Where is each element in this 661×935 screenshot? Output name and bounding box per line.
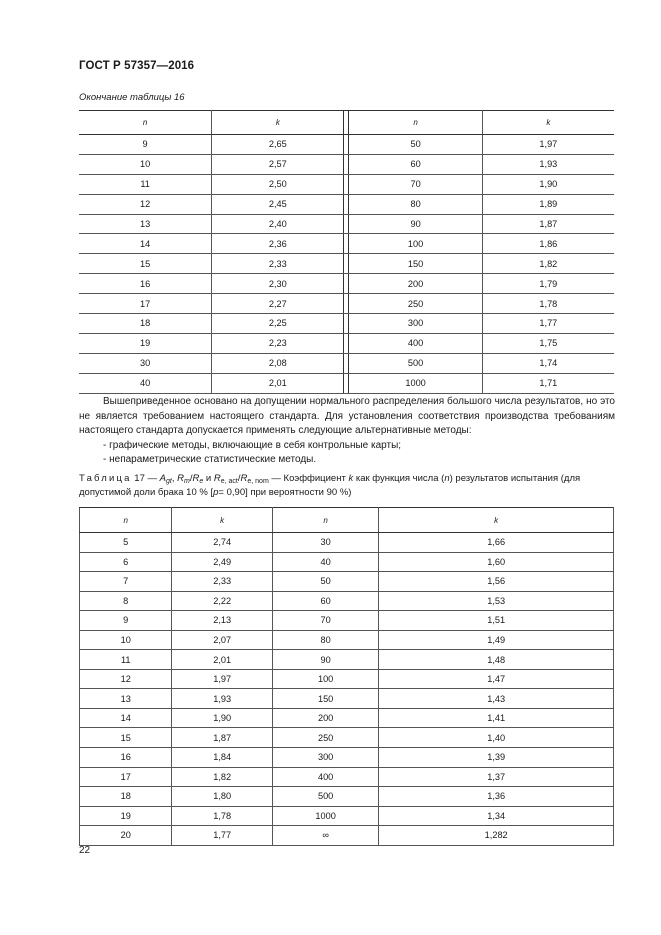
table-cell: 40 bbox=[272, 552, 378, 572]
table-cell: 100 bbox=[349, 234, 482, 254]
table-cell: 2,33 bbox=[172, 572, 272, 592]
table-cell: 1,82 bbox=[482, 254, 614, 274]
symbol: p bbox=[213, 487, 219, 498]
table-cell: 200 bbox=[349, 274, 482, 294]
table-cell: 1,97 bbox=[482, 135, 614, 155]
table-cell: 13 bbox=[80, 689, 172, 709]
document-header: ГОСТ Р 57357—2016 bbox=[79, 60, 195, 72]
table-row bbox=[79, 154, 614, 174]
table-cell: 1,60 bbox=[379, 552, 614, 572]
table-cell: 12 bbox=[80, 669, 172, 689]
table-cell: 2,08 bbox=[212, 353, 344, 373]
table-cell: ∞ bbox=[272, 826, 378, 846]
table-cell: 1,75 bbox=[482, 333, 614, 353]
table-16 bbox=[79, 110, 614, 394]
symbol: A bbox=[159, 473, 166, 484]
table-cell: 1,86 bbox=[482, 234, 614, 254]
table-cell: 15 bbox=[80, 728, 172, 748]
table-cell: 1,90 bbox=[172, 708, 272, 728]
table-row bbox=[79, 254, 614, 274]
symbol: R bbox=[240, 473, 248, 484]
column-header-k: k bbox=[379, 508, 614, 533]
table-cell: 10 bbox=[80, 630, 172, 650]
column-header-n: n bbox=[349, 111, 482, 135]
table-cell: 7 bbox=[80, 572, 172, 592]
table-cell: 1,80 bbox=[172, 787, 272, 807]
table-cell: 1,77 bbox=[482, 314, 614, 334]
table-cell: 20 bbox=[80, 826, 172, 846]
table-cell: 2,30 bbox=[212, 274, 344, 294]
table-cell: 1,48 bbox=[379, 650, 614, 670]
table-cell: 300 bbox=[272, 748, 378, 768]
page-number: 22 bbox=[79, 845, 91, 856]
table-cell: 250 bbox=[349, 294, 482, 314]
table-cell: 1,282 bbox=[379, 826, 614, 846]
table-cell: 2,74 bbox=[172, 533, 272, 553]
table-17 bbox=[79, 507, 614, 846]
table-row bbox=[80, 748, 614, 768]
caption-text: = 0,90] при вероятности 90 %) bbox=[218, 487, 352, 498]
table-row bbox=[80, 806, 614, 826]
table-cell: 1,34 bbox=[379, 806, 614, 826]
table-cell: 1,97 bbox=[172, 669, 272, 689]
table-cell: 70 bbox=[272, 611, 378, 631]
table-cell: 1,90 bbox=[482, 174, 614, 194]
table-cell: 1,51 bbox=[379, 611, 614, 631]
table-cell: 1,53 bbox=[379, 591, 614, 611]
table-cell: 14 bbox=[80, 708, 172, 728]
table-cell: 30 bbox=[272, 533, 378, 553]
caption-and: и bbox=[205, 473, 212, 484]
table-cell: 2,22 bbox=[172, 591, 272, 611]
table-cell: 19 bbox=[79, 333, 212, 353]
table-cell: 2,33 bbox=[212, 254, 344, 274]
symbol: R bbox=[192, 473, 200, 484]
column-header-n: n bbox=[272, 508, 378, 533]
table-cell: 16 bbox=[80, 748, 172, 768]
table-row bbox=[80, 650, 614, 670]
symbol: k bbox=[348, 473, 354, 484]
table-cell: 2,50 bbox=[212, 174, 344, 194]
table-cell: 1,47 bbox=[379, 669, 614, 689]
table-cell: 1,71 bbox=[482, 373, 614, 393]
table-cell: 80 bbox=[272, 630, 378, 650]
caption-text: ) результатов испытания (для допустимой доли брака 10 % [ bbox=[79, 473, 581, 498]
table-cell: 6 bbox=[80, 552, 172, 572]
table-cell: 2,13 bbox=[172, 611, 272, 631]
table-cell: 1,66 bbox=[379, 533, 614, 553]
table-cell: 2,57 bbox=[212, 154, 344, 174]
symbol-sub: m bbox=[184, 478, 190, 485]
table-row bbox=[79, 234, 614, 254]
table-cell: 150 bbox=[349, 254, 482, 274]
table-cell: 2,25 bbox=[212, 314, 344, 334]
table-row bbox=[80, 767, 614, 787]
symbol-sub: e, act bbox=[220, 478, 238, 485]
table-cell: 1,41 bbox=[379, 708, 614, 728]
table-row bbox=[80, 689, 614, 709]
table-cell: 60 bbox=[349, 154, 482, 174]
table-row bbox=[80, 787, 614, 807]
table-row bbox=[80, 826, 614, 846]
symbol: n bbox=[444, 473, 450, 484]
table-row bbox=[80, 591, 614, 611]
paragraph: Вышеприведенное основано на допущении нормального распределения большого числа результатов, но это не является требованием настоящего стандарта. Для установления соответствия производства требованиям настоящего стандарта допускается применять следующие альтернативные методы: bbox=[79, 396, 615, 437]
table-cell: 50 bbox=[349, 135, 482, 155]
table-cell: 90 bbox=[272, 650, 378, 670]
table-row bbox=[80, 611, 614, 631]
table-cell: 13 bbox=[79, 214, 212, 234]
table-cell: 2,01 bbox=[212, 373, 344, 393]
table-row bbox=[79, 174, 614, 194]
table-cell: 1,78 bbox=[482, 294, 614, 314]
table-cell: 1,89 bbox=[482, 194, 614, 214]
table-cell: 90 bbox=[349, 214, 482, 234]
table-cell: 12 bbox=[79, 194, 212, 214]
table-cell: 16 bbox=[79, 274, 212, 294]
column-header-n: n bbox=[80, 508, 172, 533]
table-cell: 70 bbox=[349, 174, 482, 194]
table-cell: 1,78 bbox=[172, 806, 272, 826]
column-header-k: k bbox=[172, 508, 272, 533]
column-header-k: k bbox=[482, 111, 614, 135]
table-cell: 1,77 bbox=[172, 826, 272, 846]
table-row bbox=[80, 572, 614, 592]
column-header-k: k bbox=[212, 111, 344, 135]
table-17-header-row bbox=[80, 508, 614, 533]
table-cell: 1,93 bbox=[172, 689, 272, 709]
table-cell: 2,49 bbox=[172, 552, 272, 572]
body-text bbox=[79, 395, 615, 468]
table-cell: 10 bbox=[79, 154, 212, 174]
table-cell: 18 bbox=[79, 314, 212, 334]
table-cell: 2,01 bbox=[172, 650, 272, 670]
table-cell: 1,84 bbox=[172, 748, 272, 768]
table-cell: 9 bbox=[79, 135, 212, 155]
table-cell: 2,65 bbox=[212, 135, 344, 155]
table-cell: 9 bbox=[80, 611, 172, 631]
table-cell: 1,39 bbox=[379, 748, 614, 768]
table-cell: 2,07 bbox=[172, 630, 272, 650]
caption-text: — Коэффициент bbox=[271, 473, 346, 484]
symbol: R bbox=[177, 473, 184, 484]
table-row bbox=[79, 373, 614, 393]
table-row bbox=[79, 294, 614, 314]
table-cell: 80 bbox=[349, 194, 482, 214]
table-cell: 5 bbox=[80, 533, 172, 553]
table-row bbox=[79, 274, 614, 294]
table-row bbox=[79, 214, 614, 234]
table-cell: 150 bbox=[272, 689, 378, 709]
table-row bbox=[79, 314, 614, 334]
table-cell: 1000 bbox=[349, 373, 482, 393]
table-cell: 18 bbox=[80, 787, 172, 807]
table-cell: 1,40 bbox=[379, 728, 614, 748]
table-row bbox=[79, 333, 614, 353]
table-cell: 40 bbox=[79, 373, 212, 393]
table-cell: 2,23 bbox=[212, 333, 344, 353]
table-17-caption: Таблица 17 — $A_{gt}$, $R_m/R_e$ и $R_{e, act}/R_{e, nom}$ — Коэффициент k как функция числа (n) результатов испытания (для допустимой доли брака 10 % [p= 0,90] при вероятности 90 %) bbox=[79, 473, 581, 498]
table-cell: 50 bbox=[272, 572, 378, 592]
column-header-n: n bbox=[79, 111, 212, 135]
table-cell: 1,82 bbox=[172, 767, 272, 787]
table-cell: 250 bbox=[272, 728, 378, 748]
list-item: - графические методы, включающие в себя контрольные карты; bbox=[103, 439, 402, 451]
caption-label: Таблица bbox=[79, 473, 132, 484]
table-cell: 60 bbox=[272, 591, 378, 611]
table-cell: 1,93 bbox=[482, 154, 614, 174]
table-cell: 1,37 bbox=[379, 767, 614, 787]
table-cell: 11 bbox=[79, 174, 212, 194]
table-cell: 19 bbox=[80, 806, 172, 826]
symbol-sub: e bbox=[199, 478, 204, 485]
symbol-sub: e, nom bbox=[247, 478, 269, 485]
table-cell: 2,40 bbox=[212, 214, 344, 234]
symbol-sub: gt bbox=[166, 478, 172, 485]
table-cell: 1,49 bbox=[379, 630, 614, 650]
table-row bbox=[80, 533, 614, 553]
table-cell: 17 bbox=[80, 767, 172, 787]
table-cell: 500 bbox=[272, 787, 378, 807]
table-row bbox=[79, 353, 614, 373]
table-cell: 14 bbox=[79, 234, 212, 254]
table-row bbox=[79, 135, 614, 155]
table-cell: 2,36 bbox=[212, 234, 344, 254]
symbol: R bbox=[213, 473, 221, 484]
table-cell: 400 bbox=[272, 767, 378, 787]
table-cell: 1,87 bbox=[482, 214, 614, 234]
table-row bbox=[80, 552, 614, 572]
table-cell: 1,87 bbox=[172, 728, 272, 748]
table-cell: 400 bbox=[349, 333, 482, 353]
table-cell: 300 bbox=[349, 314, 482, 334]
table-cell: 11 bbox=[80, 650, 172, 670]
table-row bbox=[80, 630, 614, 650]
table-16-header-row bbox=[79, 111, 614, 135]
table-cell: 8 bbox=[80, 591, 172, 611]
table-cell: 500 bbox=[349, 353, 482, 373]
table-row bbox=[80, 669, 614, 689]
table-cell: 100 bbox=[272, 669, 378, 689]
table-row bbox=[80, 708, 614, 728]
table-cell: 1,43 bbox=[379, 689, 614, 709]
table-cell: 1,56 bbox=[379, 572, 614, 592]
table-cell: 1000 bbox=[272, 806, 378, 826]
caption-text: как функция числа ( bbox=[355, 473, 445, 484]
table-cell: 1,79 bbox=[482, 274, 614, 294]
table-cell: 1,36 bbox=[379, 787, 614, 807]
table-16-caption: Окончание таблицы 16 bbox=[79, 92, 185, 103]
table-cell: 2,45 bbox=[212, 194, 344, 214]
table-cell: 1,74 bbox=[482, 353, 614, 373]
table-cell: 30 bbox=[79, 353, 212, 373]
list-item: - непараметрические статистические методы. bbox=[103, 454, 317, 466]
caption-number: 17 — bbox=[134, 473, 158, 484]
table-cell: 200 bbox=[272, 708, 378, 728]
table-row bbox=[79, 194, 614, 214]
table-cell: 15 bbox=[79, 254, 212, 274]
table-cell: 2,27 bbox=[212, 294, 344, 314]
table-cell: 17 bbox=[79, 294, 212, 314]
table-row bbox=[80, 728, 614, 748]
